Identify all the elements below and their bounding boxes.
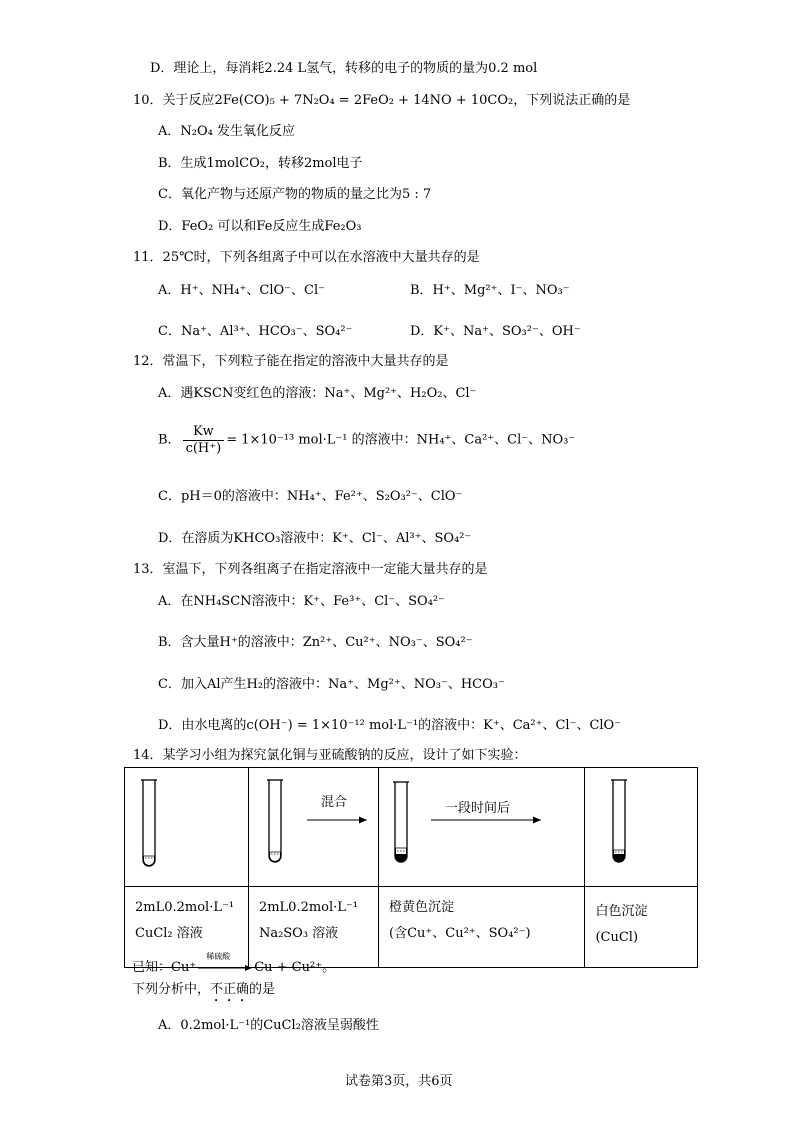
q12-option-a: A．遇KSCN变红色的溶液：Na⁺、Mg²⁺、H₂O₂、Cl⁻ — [158, 386, 477, 401]
experiment-cell-3 — [379, 768, 585, 968]
q10-option-d: D．FeO₂ 可以和Fe反应生成Fe₂O₃ — [158, 219, 362, 234]
q10-prefix: 10．关于反应 — [133, 93, 215, 108]
q12b-denominator: c(H⁺) — [185, 441, 222, 456]
cell-2-line-2: Na₂SO₃ 溶液 — [258, 926, 339, 941]
q13-option-a: A．在NH₄SCN溶液中：K⁺、Fe³⁺、Cl⁻、SO₄²⁻ — [158, 594, 446, 609]
cell-4-line-1: 白色沉淀 — [595, 904, 648, 919]
emphasis-text: 不正确 — [210, 982, 250, 997]
reaction-condition: 稀硫酸 — [206, 951, 231, 961]
arrow-1-label: 混合 — [320, 795, 347, 810]
q9-option-d: D．理论上，每消耗2.24 L氢气，转移的电子的物质的量为0.2 mol — [150, 61, 538, 76]
q12b-numerator: Kw — [183, 424, 225, 441]
cell-4-info — [585, 886, 697, 967]
cell-1-line-2: CuCl₂ 溶液 — [135, 926, 203, 941]
test-tube-2-with-arrow — [249, 768, 378, 886]
cell-3-line-1: 橙黄色沉淀 — [389, 900, 455, 915]
q12-stem: 12．常温下，下列粒子能在指定的溶液中大量共存的是 — [133, 354, 449, 369]
q14-option-a: A．0.2mol·L⁻¹的CuCl₂溶液呈弱酸性 — [158, 1018, 379, 1033]
q12b-fraction — [183, 424, 225, 457]
q10-suffix: ，下列说法正确的是 — [513, 93, 631, 108]
q10-equation: 2Fe(CO)₅ + 7N₂O₄ = 2FeO₂ + 14NO + 10CO₂ — [214, 93, 514, 108]
cell-2-line-1: 2mL0.2mol·L⁻¹ — [258, 900, 358, 915]
known-rhs: Cu + Cu²⁺。 — [254, 960, 336, 975]
q14-analysis — [132, 981, 275, 1005]
experiment-table — [124, 767, 698, 968]
test-tube-1-drawing — [125, 768, 237, 886]
known-lhs: Cu⁺ — [171, 960, 197, 975]
experiment-cell-2 — [248, 768, 378, 968]
q12b-label: B． — [158, 432, 181, 448]
known-prefix: 已知： — [132, 960, 172, 975]
cell-2-info — [249, 886, 378, 963]
q11-option-d: D．K⁺、Na⁺、SO₃²⁻、OH⁻ — [410, 324, 581, 339]
test-tube-3-drawing — [379, 768, 578, 886]
cell-4-line-2: (CuCl) — [595, 930, 639, 945]
cell-1-line-1: 2mL0.2mol·L⁻¹ — [135, 900, 235, 915]
q11-option-b: B．H⁺、Mg²⁺、I⁻、NO₃⁻ — [410, 283, 570, 298]
test-tube-4 — [585, 768, 697, 886]
q13-option-c: C．加入Al产生H₂的溶液中：Na⁺、Mg²⁺、NO₃⁻、HCO₃⁻ — [158, 677, 505, 692]
q11-option-a: A．H⁺、NH₄⁺、ClO⁻、Cl⁻ — [158, 283, 325, 298]
q12-option-c: C．pH＝0的溶液中：NH₄⁺、Fe²⁺、S₂O₃²⁻、ClO⁻ — [158, 489, 463, 504]
experiment-cell-1 — [125, 768, 249, 968]
q12-option-d: D．在溶质为KHCO₃溶液中：K⁺、Cl⁻、Al³⁺、SO₄²⁻ — [158, 531, 472, 546]
page-footer: 试卷第3页，共6页 — [345, 1074, 453, 1089]
q12-option-b — [158, 424, 575, 457]
q13-stem: 13．室温下，下列各组离子在指定溶液中一定能大量共存的是 — [133, 562, 488, 577]
q10-option-b: B．生成1molCO₂，转移2mol电子 — [158, 156, 363, 171]
cell-3-info — [379, 886, 584, 963]
q12b-rest: = 1×10⁻¹³ mol·L⁻¹ 的溶液中：NH₄⁺、Ca²⁺、Cl⁻、NO₃⁻ — [226, 432, 576, 448]
q13-option-b: B．含大量H⁺的溶液中：Zn²⁺、Cu²⁺、NO₃⁻、SO₄²⁻ — [158, 635, 473, 650]
reaction-arrow — [196, 951, 254, 975]
experiment-cell-4 — [585, 768, 698, 968]
q13-option-d: D．由水电离的c(OH⁻) = 1×10⁻¹² mol·L⁻¹的溶液中：K⁺、Ca²⁺、Cl⁻、ClO⁻ — [158, 718, 622, 733]
analysis-suffix: 的是 — [249, 982, 276, 997]
test-tube-1 — [125, 768, 248, 886]
q10-option-a: A．N₂O₄ 发生氧化反应 — [158, 124, 295, 139]
arrow-icon — [196, 961, 254, 975]
analysis-prefix: 下列分析中， — [132, 982, 211, 997]
q10-option-c: C．氧化产物与还原产物的物质的量之比为5 : 7 — [158, 187, 432, 202]
q14-stem: 14．某学习小组为探究氯化铜与亚硫酸钠的反应，设计了如下实验： — [133, 748, 527, 763]
q11-stem: 11．25℃时，下列各组离子中可以在水溶液中大量共存的是 — [133, 250, 480, 265]
test-tube-4-drawing — [585, 768, 693, 886]
known-condition — [132, 951, 336, 977]
test-tube-3-with-arrow — [379, 768, 584, 886]
q11-option-c: C．Na⁺、Al³⁺、HCO₃⁻、SO₄²⁻ — [158, 324, 353, 339]
q10-stem — [133, 92, 630, 110]
cell-3-line-2: (含Cu⁺、Cu²⁺、SO₄²⁻) — [389, 926, 531, 941]
test-tube-2-drawing — [249, 768, 374, 886]
arrow-2-label: 一段时间后 — [445, 801, 511, 816]
